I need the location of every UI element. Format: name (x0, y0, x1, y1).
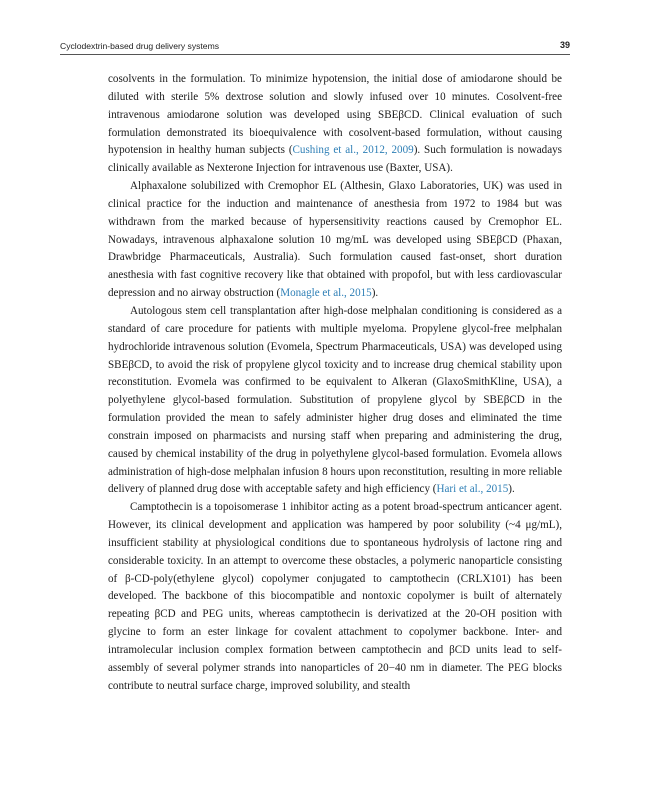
paragraph-text: cosolvents in the formulation. To minimize hypotension, the initial dose of amiodarone should be diluted with sterile 5% dextrose solution and slowly infused over 10 minutes. Cosolvent-free intravenous amiodarone solution was developed using SBEβCD. Clinical evaluation of such formulation demonstrated its bioequivalence with cosolvent-based formulation, without causing hypotension in healthy human subjects ( (108, 73, 562, 157)
citation-link[interactable]: Hari et al., 2015 (436, 483, 509, 496)
page-number: 39 (559, 40, 570, 50)
paragraph-melphalan (108, 303, 562, 499)
paragraph-text: Alphaxalone solubilized with Cremophor EL (Althesin, Glaxo Laboratories, UK) was used in clinical practice for the induction and maintenance of anesthesia from 1972 to 1984 but was withdrawn from the marked because of hypersensitivity reactions caused by Cremophor EL. Nowadays, intravenous alphaxalone solution 10 mg/mL was developed using SBEβCD (Phaxan, Drawbridge Pharmaceuticals, Australia). Such formulation caused fast-onset, short duration anesthesia with fast cognitive recovery like that obtained with propofol, but with less cardiovascular depression and no airway obstruction ( (108, 180, 562, 300)
paragraph-amiodarone (108, 71, 562, 178)
paragraph-text: ). Such formulation is nowadays clinically available as Nexterone Injection for intravenous use (Baxter, USA). (108, 144, 562, 175)
citation-link[interactable]: Cushing et al., 2012, 2009 (292, 144, 414, 157)
citation-link[interactable]: Monagle et al., 2015 (280, 287, 372, 300)
paragraph-text: Camptothecin is a topoisomerase 1 inhibitor acting as a potent broad-spectrum anticancer agent. However, its clinical development and application was hampered by poor solubility (~4 μg/mL), insufficient stability at physiological conditions due to spontaneous hydrolysis of lactone ring and considerable toxicity. In an attempt to overcome these obstacles, a polymeric nanoparticle consisting of β-CD-poly(ethylene glycol) copolymer conjugated to camptothecin (CRLX101) has been developed. The backbone of this biocompatible and nontoxic copolymer is built of alternately repeating βCD and PEG units, whereas camptothecin is derivatized at the 20-OH position with glycine to form an ester linkage for covalent attachment to copolymer backbone. Inter- and intramolecular inclusion complex formation between camptothecin and βCD units lead to self-assembly of several polymer strands into nanoparticles of 20−40 nm in diameter. The PEG blocks contribute to neutral surface charge, improved solubility, and stealth (108, 501, 562, 692)
paragraph-text: Autologous stem cell transplantation after high-dose melphalan conditioning is considered as a standard of care procedure for patients with multiple myeloma. Propylene glycol-free melphalan hydrochloride intravenous solution (Evomela, Spectrum Pharmaceuticals, USA) was developed using SBEβCD, to avoid the risk of propylene glycol toxicity and to increase drug chemical stability upon reconstitution. Evomela was confirmed to be equivalent to Alkeran (GlaxoSmithKline, USA), a polyethylene glycol-based formulation. Substitution of propylene glycol by SBEβCD in the formulation provided the mean to safely administer higher drug doses and eliminated the time constrain imposed on pharmacists and nursing staff when preparing and administering the drug, caused by chemical instability of the drug in polyethylene glycol-based formulation. Evomela allows administration of high-dose melphalan infusion 8 hours upon reconstitution, resulting in more reliable delivery of planned drug dose with acceptable safety and high efficiency ( (108, 304, 562, 496)
paragraph-camptothecin (108, 499, 562, 695)
running-title: Cyclodextrin-based drug delivery systems (60, 41, 220, 51)
running-header (60, 38, 570, 55)
paragraph-text: ). (508, 483, 515, 496)
body-text (108, 71, 562, 696)
paragraph-alphaxalone (108, 178, 562, 303)
paragraph-text: ). (371, 287, 379, 300)
